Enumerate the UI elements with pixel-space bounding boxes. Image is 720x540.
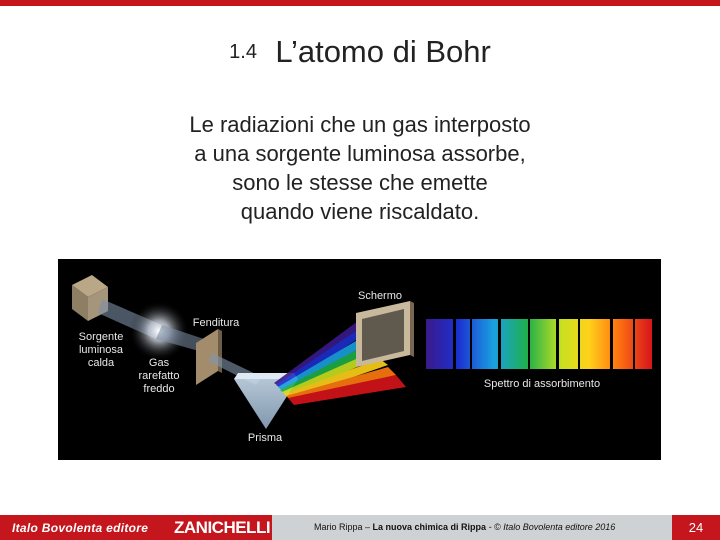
body-line: sono le stesse che emette bbox=[232, 170, 488, 195]
label-slit: Fenditura bbox=[192, 317, 240, 329]
book-title: La nuova chimica di Rippa bbox=[372, 522, 487, 532]
label-spectrum: Spettro di assorbimento bbox=[483, 378, 601, 390]
brand-logo: ZANICHELLI bbox=[174, 518, 271, 537]
publisher-name: Italo Bovolenta editore bbox=[12, 521, 149, 535]
label-screen: Schermo bbox=[357, 290, 403, 302]
page-number: 24 bbox=[672, 515, 720, 540]
publisher-block bbox=[0, 515, 272, 540]
author: Mario Rippa – bbox=[314, 522, 373, 532]
label-prism: Prisma bbox=[247, 432, 283, 444]
page-title: L’atomo di Bohr bbox=[275, 34, 491, 69]
label-gas: Gas rarefatto freddo bbox=[138, 357, 180, 395]
body-line: Le radiazioni che un gas interposto bbox=[189, 112, 531, 137]
screen bbox=[356, 301, 414, 367]
absorption-spectrum-strip bbox=[426, 319, 652, 369]
top-accent-bar bbox=[0, 0, 720, 6]
footer-credit bbox=[314, 522, 615, 532]
body-line: a una sorgente luminosa assorbe, bbox=[194, 141, 526, 166]
label-source: Sorgente luminosa calda bbox=[78, 331, 124, 369]
body-line: quando viene riscaldato. bbox=[240, 199, 480, 224]
absorption-spectrum-figure bbox=[58, 259, 661, 460]
body-paragraph bbox=[140, 110, 580, 226]
slide-title bbox=[0, 34, 720, 70]
copyright: - © Italo Bovolenta editore 2016 bbox=[486, 522, 616, 532]
section-number: 1.4 bbox=[229, 40, 257, 63]
